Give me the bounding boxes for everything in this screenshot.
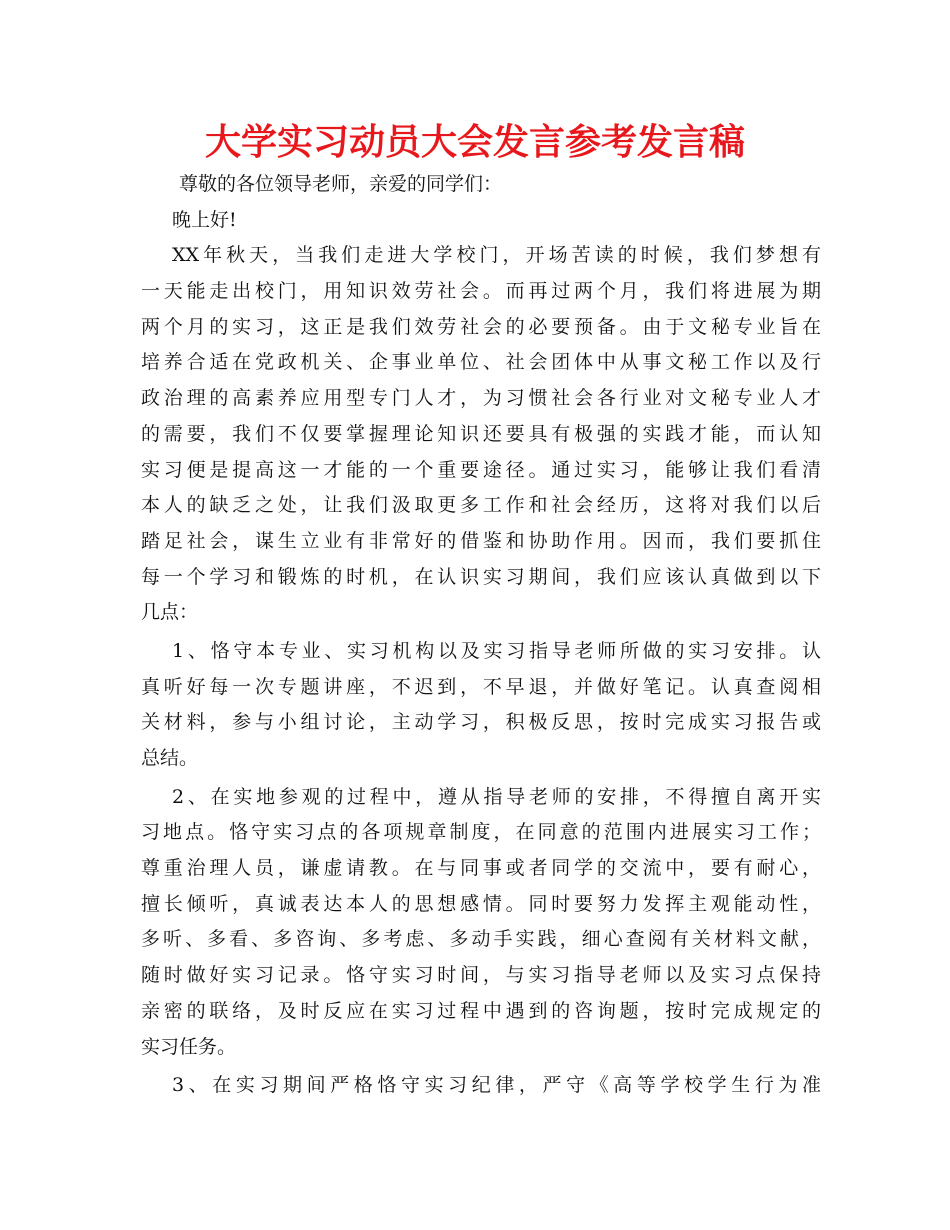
paragraph-line: XX年秋天，当我们走进大学校门，开场苦读的时候，我们梦想有 [172, 244, 821, 267]
paragraph-line: 1、恪守本专业、实习机构以及实习指导老师所做的实习安排。认 [172, 639, 821, 662]
paragraph-line: 两个月的实习，这正是我们效劳社会的必要预备。由于文秘专业旨在 [141, 315, 821, 338]
paragraph-line: 3、在实习期间严格恪守实习纪律，严守《高等学校学生行为准 [172, 1074, 821, 1097]
paragraph-line: 多听、多看、多咨询、多考虑、多动手实践，细心查阅有关材料文献， [141, 928, 821, 951]
paragraph-line: 每一个学习和锻炼的时机，在认识实习期间，我们应该认真做到以下 [141, 565, 821, 588]
document-body [141, 167, 821, 1104]
paragraph-line: 总结。 [141, 747, 199, 769]
paragraph-line: 2、在实地参观的过程中，遵从指导老师的安排，不得擅自离开实 [172, 785, 821, 808]
paragraph-line: 尊重治理人员，谦虚请教。在与同事或者同学的交流中，要有耐心， [141, 857, 821, 880]
paragraph-line: 培养合适在党政机关、企事业单位、社会团体中从事文秘工作以及行 [141, 351, 821, 374]
paragraph-line: 一天能走出校门，用知识效劳社会。而再过两个月，我们将进展为期 [141, 280, 821, 303]
paragraph-line: 真听好每一次专题讲座，不迟到，不早退，并做好笔记。认真查阅相 [141, 675, 821, 698]
paragraph-line: 习地点。恪守实习点的各项规章制度，在同意的范围内进展实习工作； [141, 821, 821, 844]
paragraph-line: 政治理的高素养应用型专门人才，为习惯社会各行业对文秘专业人才 [141, 387, 821, 410]
paragraph-line: 实习便是提高这一才能的一个重要途径。通过实习，能够让我们看清 [141, 458, 821, 481]
document-title: 大学实习动员大会发言参考发言稿 [204, 122, 745, 163]
greeting-line: 晚上好! [172, 208, 237, 231]
paragraph-line: 亲密的联络，及时反应在实习过程中遇到的咨询题，按时完成规定的 [141, 999, 821, 1022]
paragraph-line: 踏足社会，谋生立业有非常好的借鉴和协助作用。因而，我们要抓住 [141, 529, 821, 552]
paragraph-line: 的需要，我们不仅要掌握理论知识还要具有极强的实践才能，而认知 [141, 422, 821, 445]
salutation-line: 尊敬的各位领导老师，亲爱的同学们： [179, 173, 503, 195]
paragraph-line: 实习任务。 [141, 1035, 237, 1058]
paragraph-line: 本人的缺乏之处，让我们汲取更多工作和社会经历，这将对我们以后 [141, 494, 821, 517]
paragraph-line: 擅长倾听，真诚表达本人的思想感情。同时要努力发挥主观能动性， [141, 892, 821, 915]
paragraph-line: 几点： [141, 601, 199, 624]
paragraph-line: 关材料，参与小组讨论，主动学习，积极反思，按时完成实习报告或 [141, 711, 821, 734]
paragraph-line: 随时做好实习记录。恪守实习时间，与实习指导老师以及实习点保持 [141, 964, 821, 987]
